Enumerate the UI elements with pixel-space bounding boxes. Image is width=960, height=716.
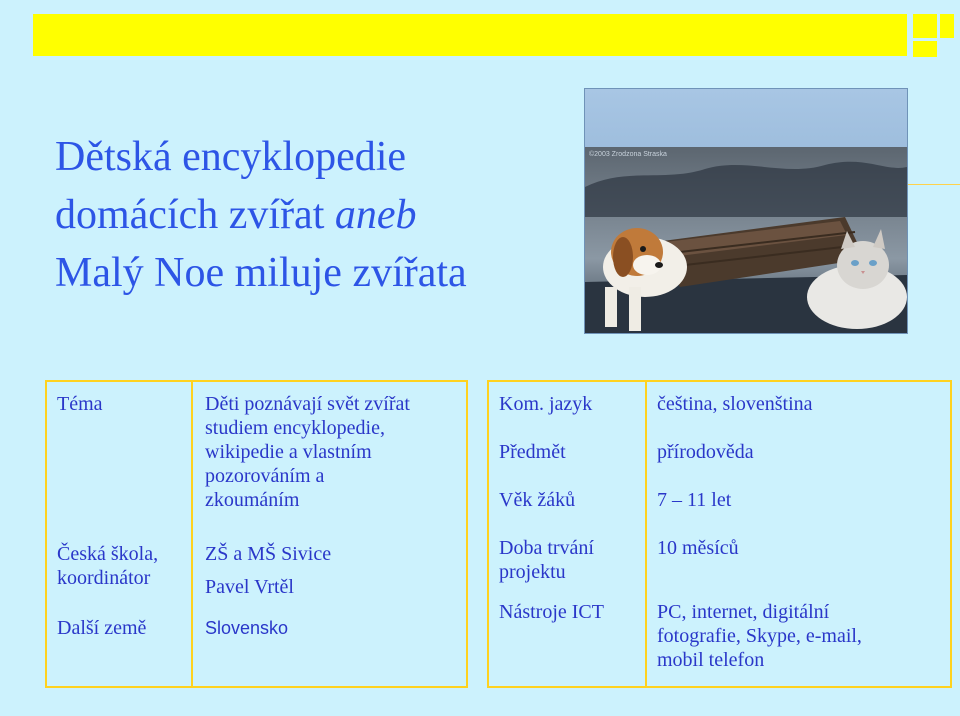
cell-label-ict: Nástroje ICT [499, 601, 604, 623]
cell-label-tema: Téma [57, 393, 103, 415]
title-line-2-italic: aneb [334, 192, 417, 238]
value-line: ZŠ a MŠ Sivice [205, 543, 332, 565]
label-line: Česká škola, [57, 543, 159, 565]
ark-animals-photo [584, 88, 908, 334]
value-line: PC, internet, digitální [657, 601, 830, 623]
photo-caption: ©2003 Zrodzona Straska [589, 151, 667, 158]
corner-square [940, 14, 954, 38]
project-info-table [45, 380, 468, 688]
cell-label-zeme: Další země [57, 617, 147, 639]
cell-label-jazyk: Kom. jazyk [499, 393, 593, 415]
value-line: pozorováním a [205, 465, 325, 487]
title-line-2-main: domácích zvířat [55, 192, 335, 238]
corner-square [913, 14, 937, 38]
label-line: projektu [499, 561, 566, 583]
corner-square [913, 41, 937, 57]
label-line: Doba trvání [499, 537, 594, 559]
page-title [55, 128, 575, 302]
cell-value-doba: 10 měsíců [657, 537, 739, 559]
cell-label-vek: Věk žáků [499, 489, 576, 511]
column-divider [645, 382, 647, 686]
ark-scene-illustration [585, 147, 907, 333]
course-details-table [487, 380, 952, 688]
title-line-2 [55, 186, 575, 244]
value-line: fotografie, Skype, e-mail, [657, 625, 862, 647]
value-line: studiem encyklopedie, [205, 417, 385, 439]
cell-value-vek: 7 – 11 let [657, 489, 732, 511]
cell-value-jazyk: čeština, slovenština [657, 393, 813, 415]
value-line: mobil telefon [657, 649, 765, 671]
value-line: Pavel Vrtěl [205, 576, 294, 598]
value-line: Děti poznávají svět zvířat [205, 393, 410, 415]
title-line-1: Dětská encyklopedie [55, 134, 407, 180]
top-decorative-bar [33, 14, 907, 56]
column-divider [191, 382, 193, 686]
cell-value-tema [205, 392, 410, 512]
cell-value-zeme: Slovensko [205, 618, 289, 638]
value-line: wikipedie a vlastním [205, 441, 372, 463]
value-line: zkoumáním [205, 489, 300, 511]
cell-label-skola [57, 542, 158, 590]
cell-value-ict [657, 600, 862, 672]
cell-label-predmet: Předmět [499, 441, 566, 463]
cell-value-skola [205, 542, 331, 599]
title-line-3: Malý Noe miluje zvířata [55, 250, 467, 296]
cell-label-doba [499, 536, 594, 584]
cell-value-predmet: přírodověda [657, 441, 754, 463]
label-line: koordinátor [57, 567, 151, 589]
